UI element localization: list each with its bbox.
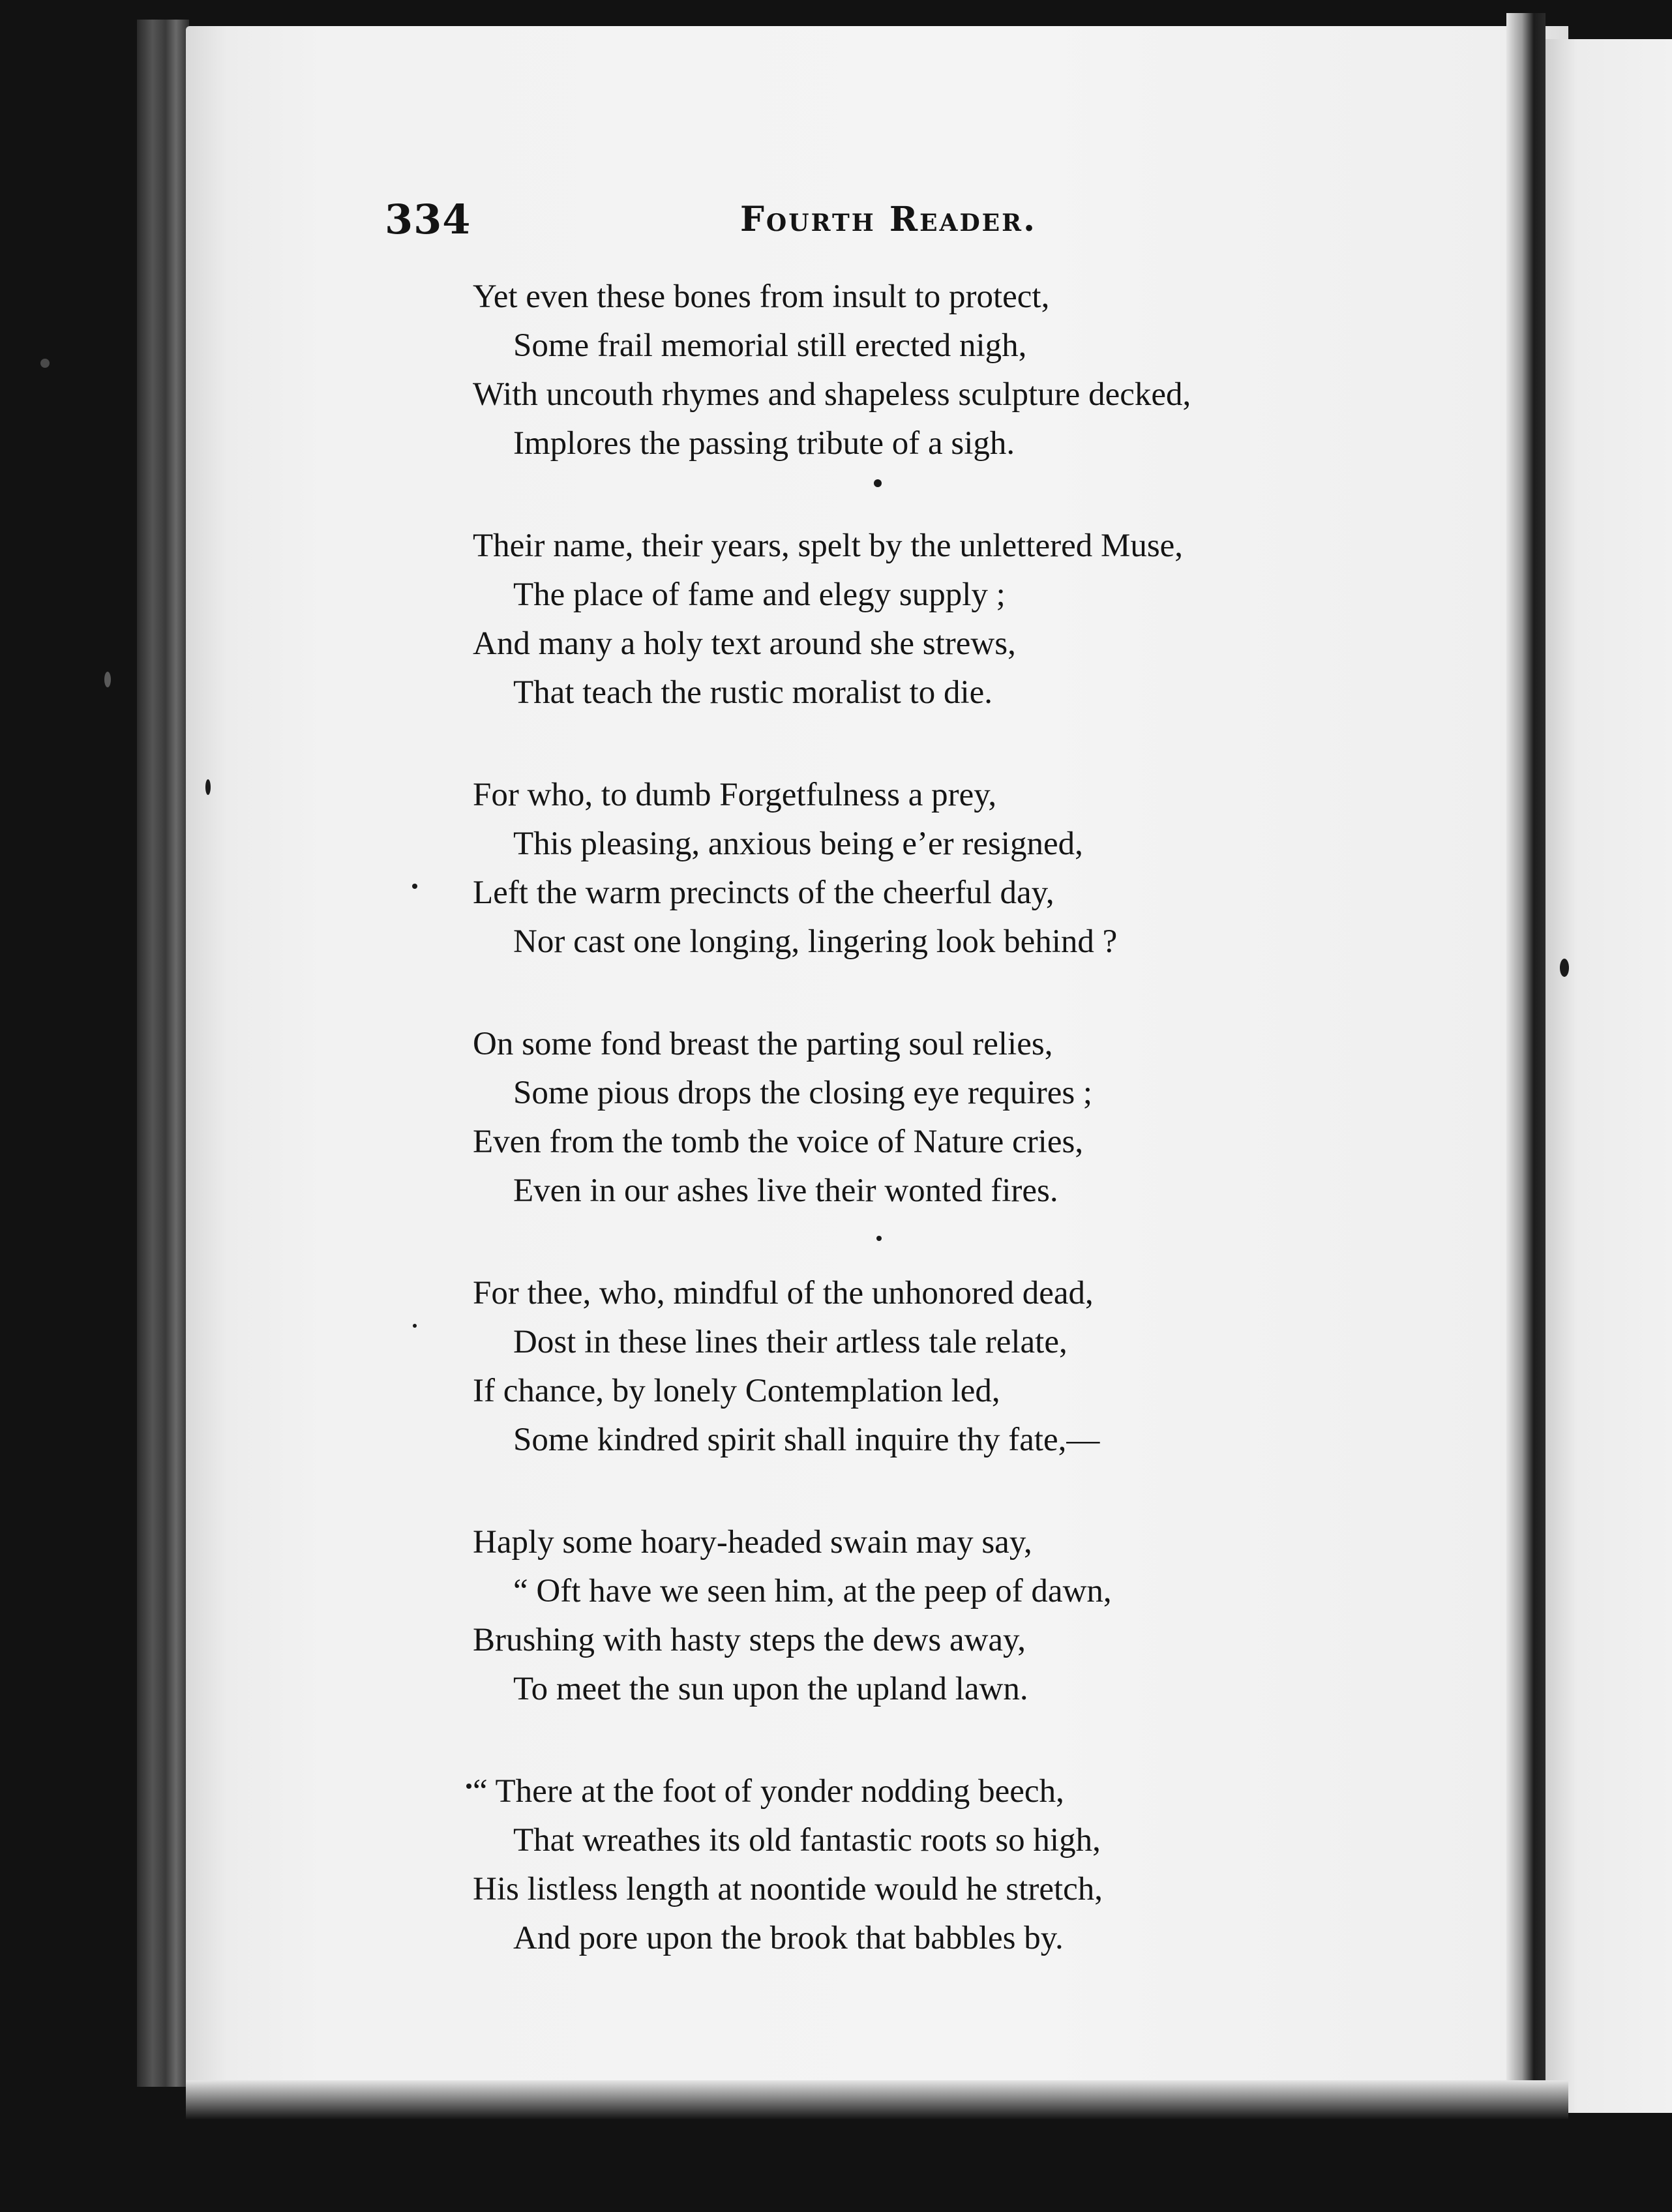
poem-line: To meet the sun upon the upland lawn. xyxy=(513,1671,1028,1707)
scan-speck xyxy=(466,1784,471,1789)
poem-line: Some pious drops the closing eye requires ; xyxy=(513,1075,1093,1111)
scan-speck xyxy=(40,359,50,368)
poem-line: Dost in these lines their artless tale relate, xyxy=(513,1324,1067,1360)
poem-line: That wreathes its old fantastic roots so high, xyxy=(513,1822,1101,1859)
poem-line: Even in our ashes live their wonted fires. xyxy=(513,1173,1058,1209)
poem-line: “ There at the foot of yonder nodding beech, xyxy=(473,1773,1064,1810)
scan-speck xyxy=(412,884,417,889)
scan-speck xyxy=(1560,959,1569,977)
poem-line: Some frail memorial still erected nigh, xyxy=(513,327,1027,364)
stanza xyxy=(473,1518,1405,1714)
stanza xyxy=(473,1020,1405,1216)
poem-line: That teach the rustic moralist to die. xyxy=(513,674,993,711)
poem-line: Yet even these bones from insult to protect, xyxy=(473,278,1050,315)
scan-speck xyxy=(874,479,882,487)
poem-line: Even from the tomb the voice of Nature cries, xyxy=(473,1124,1084,1160)
page-number: 334 xyxy=(385,196,471,243)
page-header xyxy=(385,196,1493,254)
scan-speck xyxy=(104,672,111,687)
running-title: Fourth Reader. xyxy=(740,200,1038,239)
stanza xyxy=(473,1269,1405,1465)
poem-line: With uncouth rhymes and shapeless sculpture decked, xyxy=(473,376,1191,413)
poem-line: This pleasing, anxious being e’er resigned, xyxy=(513,826,1083,862)
stanza xyxy=(473,1767,1405,1963)
poem-line: Brushing with hasty steps the dews away, xyxy=(473,1622,1026,1658)
poem-line: The place of fame and elegy supply ; xyxy=(513,576,1006,613)
stanza xyxy=(473,522,1405,717)
poem-line: Their name, their years, spelt by the unlettered Muse, xyxy=(473,528,1184,564)
poem-line: His listless length at noontide would he stretch, xyxy=(473,1871,1103,1907)
poem-line: For thee, who, mindful of the unhonored dead, xyxy=(473,1275,1094,1311)
poem-line: Some kindred spirit shall inquire thy fate,— xyxy=(513,1422,1100,1458)
poem-line: “ Oft have we seen him, at the peep of dawn, xyxy=(513,1573,1112,1609)
page-bottom-shadow xyxy=(186,2080,1568,2119)
scan-speck xyxy=(876,1236,882,1241)
poem-line: And pore upon the brook that babbles by. xyxy=(513,1920,1064,1956)
scan-speck xyxy=(413,1324,417,1328)
scan-speck xyxy=(205,779,211,795)
stanza xyxy=(473,273,1405,468)
poem-line: Implores the passing tribute of a sigh. xyxy=(513,425,1015,462)
poem-line: On some fond breast the parting soul relies, xyxy=(473,1026,1053,1062)
poem-line: Haply some hoary-headed swain may say, xyxy=(473,1524,1032,1561)
stanza xyxy=(473,771,1405,966)
poem-line: Nor cast one longing, lingering look behind ? xyxy=(513,923,1118,960)
poem-line: For who, to dumb Forgetfulness a prey, xyxy=(473,777,997,813)
book-gutter xyxy=(1506,13,1545,2119)
facing-page xyxy=(1545,39,1672,2113)
poem-line: If chance, by lonely Contemplation led, xyxy=(473,1373,1000,1409)
book-fore-edge xyxy=(137,20,189,2087)
poem-line: Left the warm precincts of the cheerful day, xyxy=(473,874,1054,911)
poem-line: And many a holy text around she strews, xyxy=(473,625,1016,662)
poem-body xyxy=(473,273,1405,2016)
